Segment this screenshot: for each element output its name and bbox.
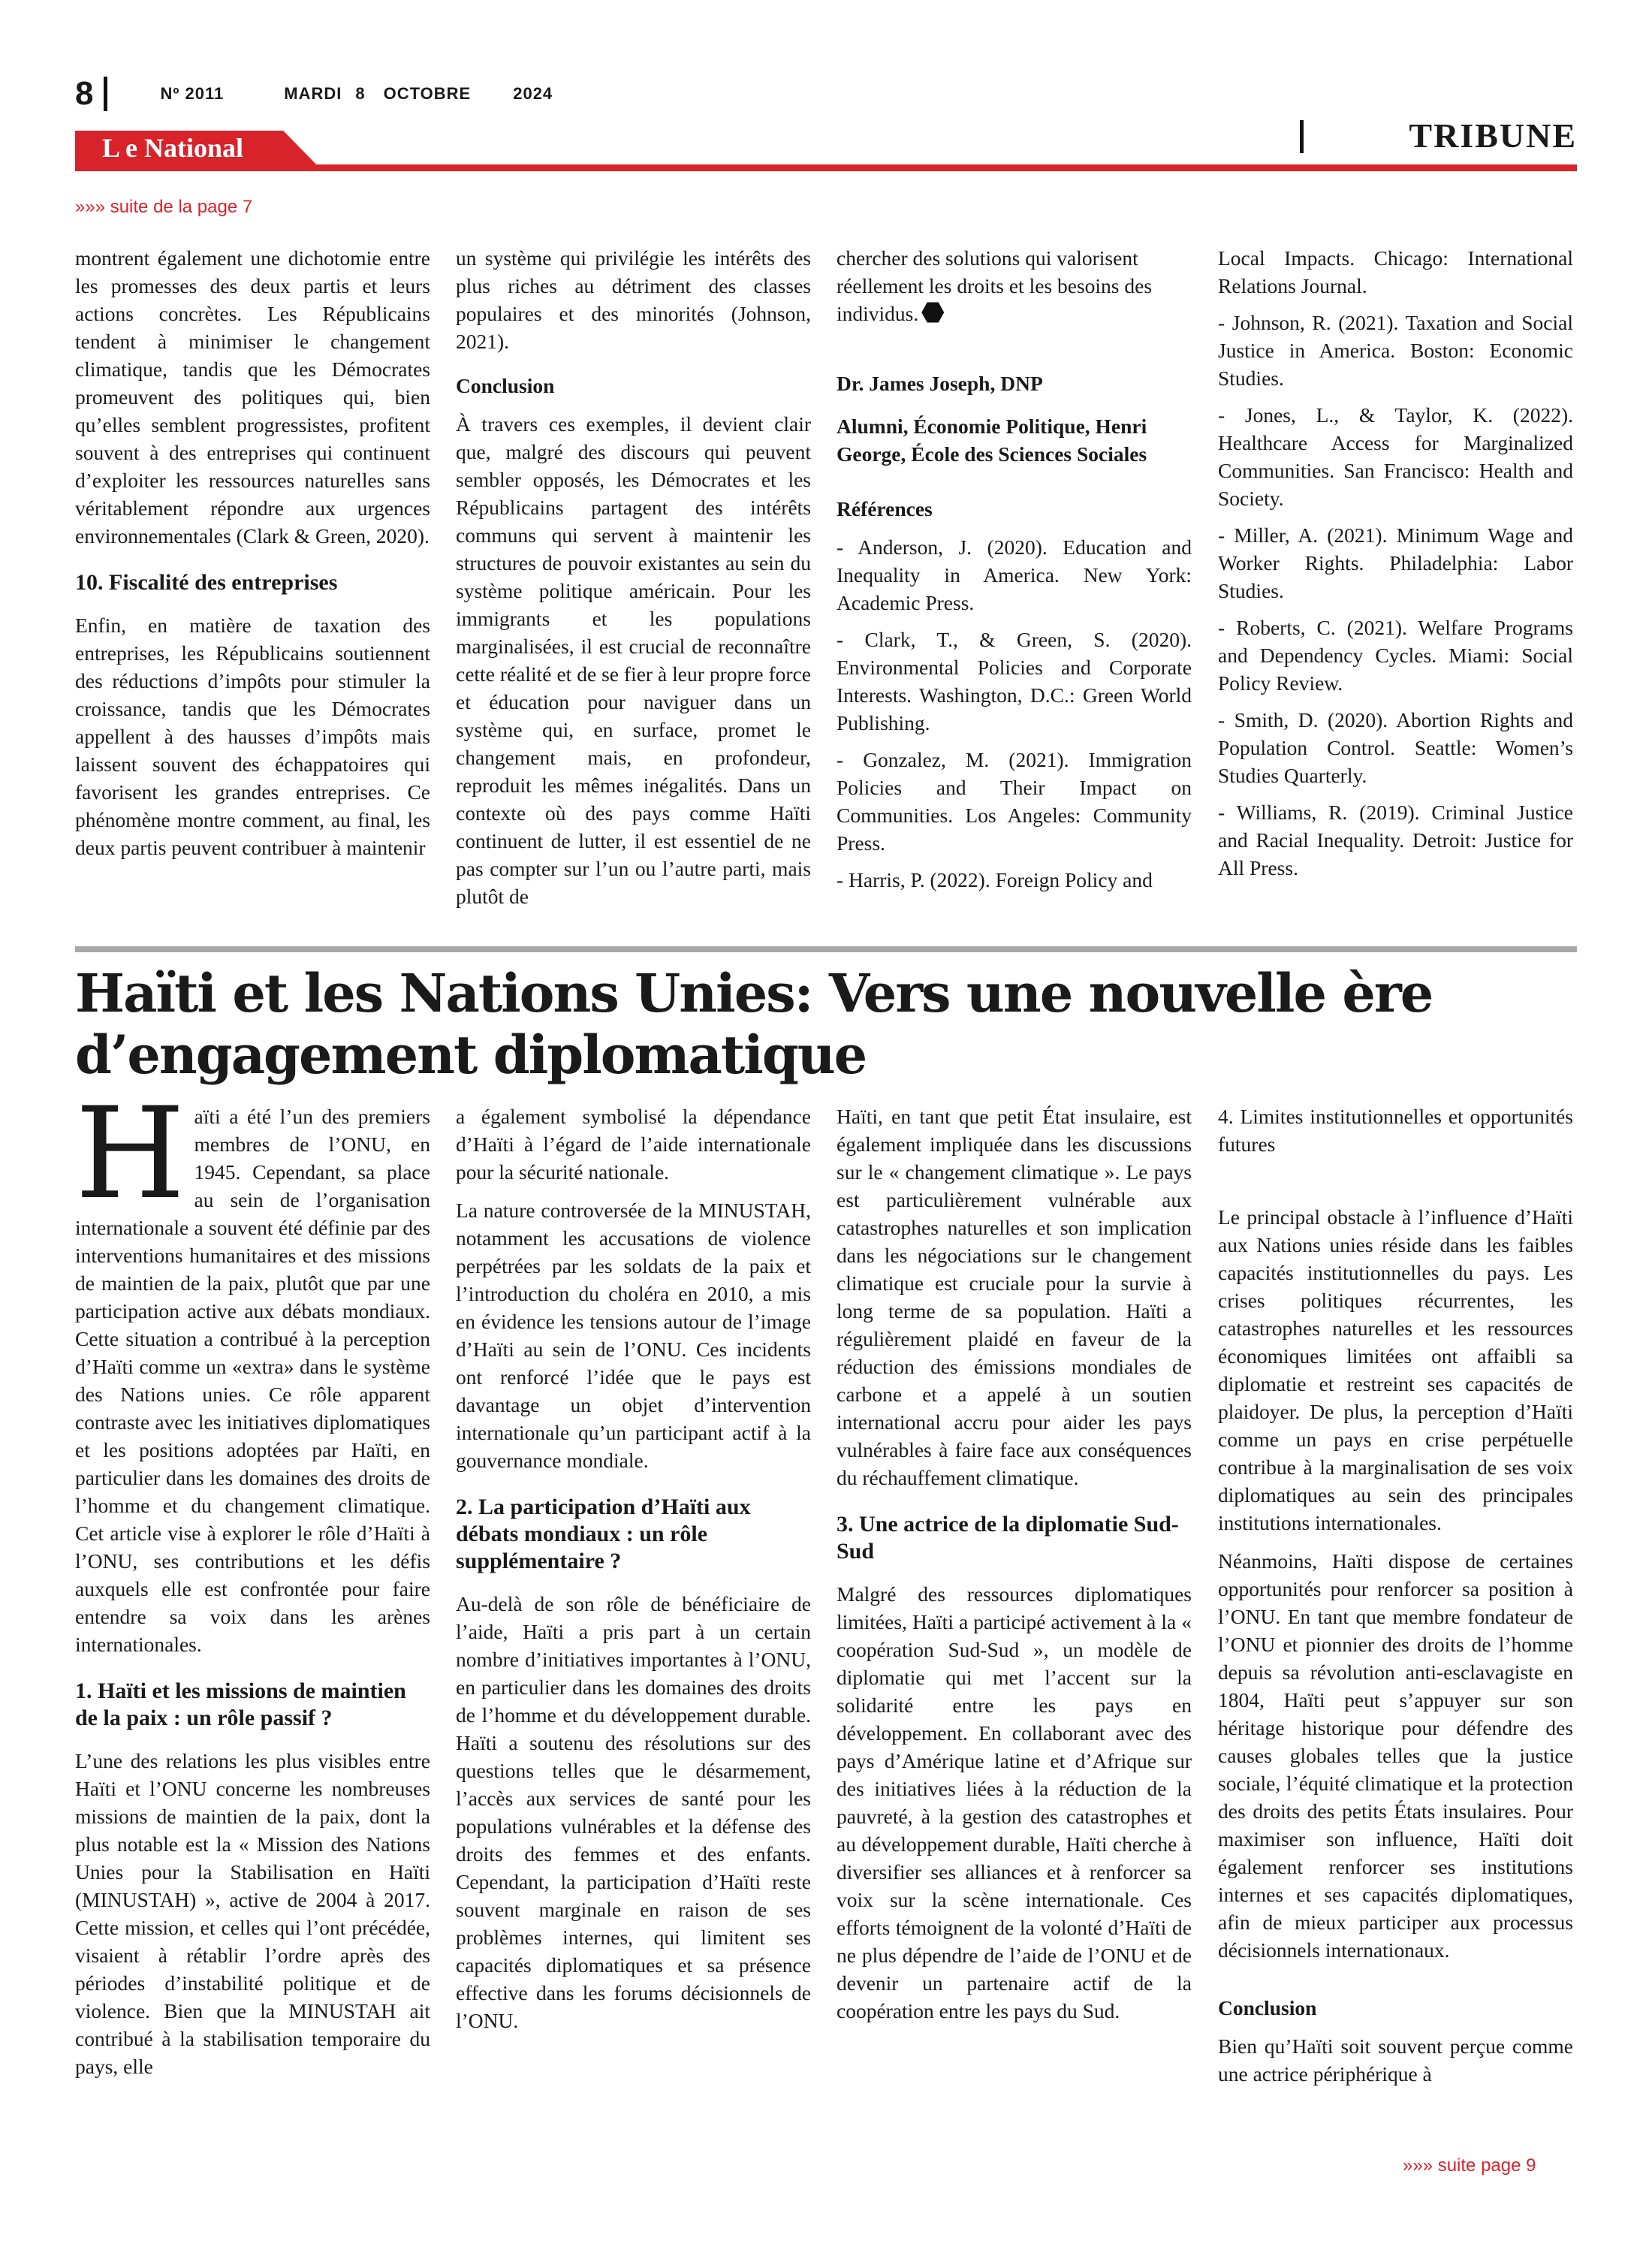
article2-column-2	[456, 1102, 811, 2045]
paragraph: Malgré des ressources diplomatiques limitées, Haïti a participé activement à la « coopération Sud-Sud », un modèle de diplomatie qui met l’accent sur la solidarité entre les pays en développement. En collaborant avec des pays d’Amérique latine et d’Afrique sur des initiatives liées à la réduction de la pauvreté, à la gestion des catastrophes et au développement durable, Haïti cherche à diversifier ses alliances et à renforcer sa voix sur la scène internationale. Ces efforts témoignent de la volonté d’Haïti de ne plus dépendre de l’aide de l’ONU et de devenir un partenaire actif de la coopération entre les pays du Sud.	[837, 1582, 1192, 2022]
issue-month: OCTOBRE	[383, 84, 472, 103]
paragraph: Néanmoins, Haïti dispose de certaines opportunités pour renforcer sa position à l’ONU. En tant que membre fondateur de l’ONU et pionnier des droits de l’homme depuis sa révolution anti-esclavagiste en 1804, Haïti peut s’appuyer sur son héritage historique pour défendre des causes globales telles que la justice sociale, l’équité climatique et la protection des droits des petits États insulaires. Pour maximiser son influence, Haïti doit également renforcer ses institutions internes et ses capacités diplomatiques, afin de mieux participer aux processus décisionnels internationaux.	[1218, 1549, 1573, 1962]
paragraph: Bien qu’Haïti soit souvent perçue comme une actrice périphérique à	[1218, 2034, 1573, 2086]
paragraph: Le principal obstacle à l’influence d’Haïti aux Nations unies réside dans les faibles capacités institutionnelles du pays. Les crises politiques récurrentes, les catastrophes naturelles et les ressources économiques limitées ont affaibli sa diplomatie et restreint ses capacités de plaidoyer. De plus, la perception d’Haïti comme un pays en crise perpétuelle contribue à la marginalisation de ses voix diplomatiques au sein des principales institutions internationales.	[1218, 1205, 1573, 1534]
paragraph: montrent également une dichotomie entre les promesses des deux partis et leurs actions concrètes. Les Républicains tendent à minimiser le changement climatique, tandis que les Démocrates promeuvent des politiques qui, bien qu’elles semblent progressistes, profitent souvent à des entreprises qui continuent d’exploiter les ressources naturelles sans véritablement répondre aux urgences environnementales (Clark & Green, 2020).	[75, 246, 430, 547]
article1-column-4	[1218, 244, 1573, 891]
reference-item: - Gonzalez, M. (2021). Immigration Policies and Their Impact on Communities. Los Angeles: Community Press.	[837, 748, 1192, 855]
drop-cap: H	[75, 1080, 185, 1227]
author-name: Dr. James Joseph, DNP	[837, 372, 1043, 395]
paragraph	[837, 244, 1192, 327]
end-mark-icon	[921, 301, 944, 324]
paragraph: un système qui privilégie les intérêts des plus riches au détriment des classes populaires et des minorités (Johnson, 2021).	[456, 246, 811, 353]
subheading: 10. Fiscalité des entreprises	[75, 570, 338, 595]
section-title: TRIBUNE	[1409, 116, 1577, 155]
article2-column-4	[1218, 1102, 1573, 2098]
brand-bar	[75, 125, 1577, 171]
conclusion-heading: Conclusion	[456, 374, 555, 397]
paragraph	[75, 1080, 430, 1658]
paragraph: a également symbolisé la dépendance d’Haïti à l’égard de l’aide internationale pour la sécurité nationale.	[456, 1105, 811, 1184]
continued-from-link[interactable]: »»» suite de la page 7	[75, 197, 253, 217]
reference-item: - Jones, L., & Taylor, K. (2022). Healthcare Access for Marginalized Communities. San Francisco: Health and Society.	[1218, 403, 1573, 510]
reference-item: - Williams, R. (2019). Criminal Justice and Racial Inequality. Detroit: Justice for All Press.	[1218, 801, 1573, 879]
reference-item: - Johnson, R. (2021). Taxation and Social Justice in America. Boston: Economic Studies.	[1218, 311, 1573, 390]
reference-item: Local Impacts. Chicago: International Relations Journal.	[1218, 246, 1573, 297]
paragraph: Enfin, en matière de taxation des entreprises, les Républicains soutiennent des réductions d’impôts pour stimuler la croissance, tandis que les Démocrates appellent à des hausses d’impôts mais laissent souvent des échappatoires qui favorisent les grandes entreprises. Ce phénomène montre comment, au final, les deux partis peuvent contribuer à maintenir	[75, 614, 430, 859]
newspaper-name: L e National	[102, 133, 244, 163]
paragraph-text: chercher des solutions qui valorisent réellement les droits et les besoins des individus.	[837, 246, 1153, 325]
reference-item: - Clark, T., & Green, S. (2020). Environmental Policies and Corporate Interests. Washington, D.C.: Green World Publishing.	[837, 628, 1192, 734]
paragraph-text: aïti a été l’un des premiers membres de l’ONU, en 1945. Cependant, sa place au sein de l’organisation internationale a souvent été définie par des interventions humanitaires et des missions de maintien de la paix, plutôt que par une participation active aux débats mondiaux. Cette situation a contribué à la perception d’Haïti comme un «extra» dans le système des Nations unies. Ce rôle apparent contraste avec les initiatives diplomatiques et les positions adoptées par Haïti, en particulier dans les domaines des droits de l’homme et du changement climatique. Cet article vise à explorer le rôle d’Haïti à l’ONU, ses contributions et les défis auxquels elle est confrontée pour faire entendre sa voix dans les arènes internationales.	[75, 1105, 430, 1656]
paragraph: Au-delà de son rôle de bénéficiaire de l’aide, Haïti a pris part à un certain nombre d’initiatives importantes à l’ONU, en particulier dans les domaines des droits de l’homme et du développement durable. Haïti a soutenu des résolutions sur des questions telles que le désarmement, l’accès aux services de santé pour les populations vulnérables et la défense des droits des femmes et des enfants. Cependant, la participation d’Haïti reste souvent marginale en raison de ses problèmes internes, qui limitent ses capacités diplomatiques et sa présence effective dans les forums décisionnels de l’ONU.	[456, 1592, 811, 2032]
references-heading: Références	[837, 497, 933, 520]
article1-column-3	[837, 244, 1192, 903]
header-divider	[104, 77, 107, 111]
paragraph: À travers ces exemples, il devient clair que, malgré des discours qui peuvent sembler opposés, les Démocrates et les Républicains partagent des intérêts communs qui servent à maintenir les structures de pouvoir existantes au sein du système politique américain. Pour les immigrants et les populations marginalisées, il est crucial de reconnaître cette réalité et de se fier à leur propre force et éducation pour naviguer dans un système qui, en surface, promet le changement mais, en profondeur, reproduit les mêmes inégalités. Dans un contexte où des pays comme Haïti continuent de lutter, il est essentiel de ne pas compter sur l’un ou l’autre parti, mais plutôt de	[456, 412, 811, 908]
issue-number: Nº 2011	[160, 84, 225, 103]
conclusion-heading: Conclusion	[1218, 1996, 1317, 2019]
paragraph: Haïti, en tant que petit État insulaire, est également impliquée dans les discussions sur le « changement climatique ». Le pays est particulièrement vulnérable aux catastrophes naturelles et son implication dans les négociations sur le changement climatique est cruciale pour la survie à long terme de sa population. Haïti a régulièrement plaidé en faveur de la réduction des émissions mondiales de carbone et a appelé à un soutien international accru pour aider les pays vulnérables à faire face aux conséquences du réchauffement climatique.	[837, 1105, 1192, 1489]
section-divider	[1300, 120, 1304, 153]
article2-column-1	[75, 1080, 430, 2091]
reference-item: - Miller, A. (2021). Minimum Wage and Worker Rights. Philadelphia: Labor Studies.	[1218, 523, 1573, 602]
paragraph: La nature controversée de la MINUSTAH, notamment les accusations de violence perpétrées par les soldats de la paix et l’introduction du choléra en 2010, a mis en évidence les tensions autour de l’image d’Haïti au sein de l’ONU. Ces incidents ont renforcé l’idée que le pays est davantage un objet d’intervention internationale qu’un participant actif à la gouvernance mondiale.	[456, 1199, 811, 1472]
subheading: 2. La participation d’Haïti aux débats mondiaux : un rôle supplémentaire ?	[456, 1494, 751, 1573]
article1-column-2	[456, 244, 811, 921]
reference-item: - Anderson, J. (2020). Education and Inequality in America. New York: Academic Press.	[837, 535, 1192, 614]
article-headline: Haïti et les Nations Unies: Vers une nouvelle ère d’engagement diplomatique	[75, 962, 1433, 1086]
issue-day: MARDI	[284, 84, 342, 103]
subheading: 3. Une actrice de la diplomatie Sud-Sud	[837, 1512, 1179, 1564]
paragraph: L’une des relations les plus visibles entre Haïti et l’ONU concerne les nombreuses missions de maintien de la paix, dont la plus notable est la « Mission des Nations Unies pour la Stabilisation en Haïti (MINUSTAH) », active de 2004 à 2017. Cette mission, et celles qui l’ont précédée, visaient à rétablir l’ordre après des périodes d’instabilité politique et de violence. Bien que la MINUSTAH ait contribué à la stabilisation temporaire du pays, elle	[75, 1749, 430, 2078]
page-header	[75, 75, 553, 113]
issue-date: 8	[355, 84, 366, 103]
continued-on-link[interactable]: »»» suite page 9	[1403, 2155, 1536, 2176]
brand-rule	[75, 164, 1577, 171]
reference-item: - Harris, P. (2022). Foreign Policy and	[837, 868, 1153, 891]
subheading: 4. Limites institutionnelles et opportunités futures	[1218, 1105, 1573, 1156]
article1-column-1	[75, 244, 430, 872]
issue-year: 2024	[513, 84, 553, 103]
reference-item: - Smith, D. (2020). Abortion Rights and Population Control. Seattle: Women’s Studies Quarterly.	[1218, 708, 1573, 787]
subheading: 1. Haïti et les missions de maintien de la paix : un rôle passif ?	[75, 1678, 406, 1730]
article-divider	[75, 946, 1577, 952]
article2-column-3	[837, 1102, 1192, 2035]
page-number: 8	[75, 75, 94, 112]
reference-item: - Roberts, C. (2021). Welfare Programs and Dependency Cycles. Miami: Social Policy Review.	[1218, 616, 1573, 695]
author-affiliation: Alumni, Économie Politique, Henri George, École des Sciences Sociales	[837, 415, 1147, 466]
